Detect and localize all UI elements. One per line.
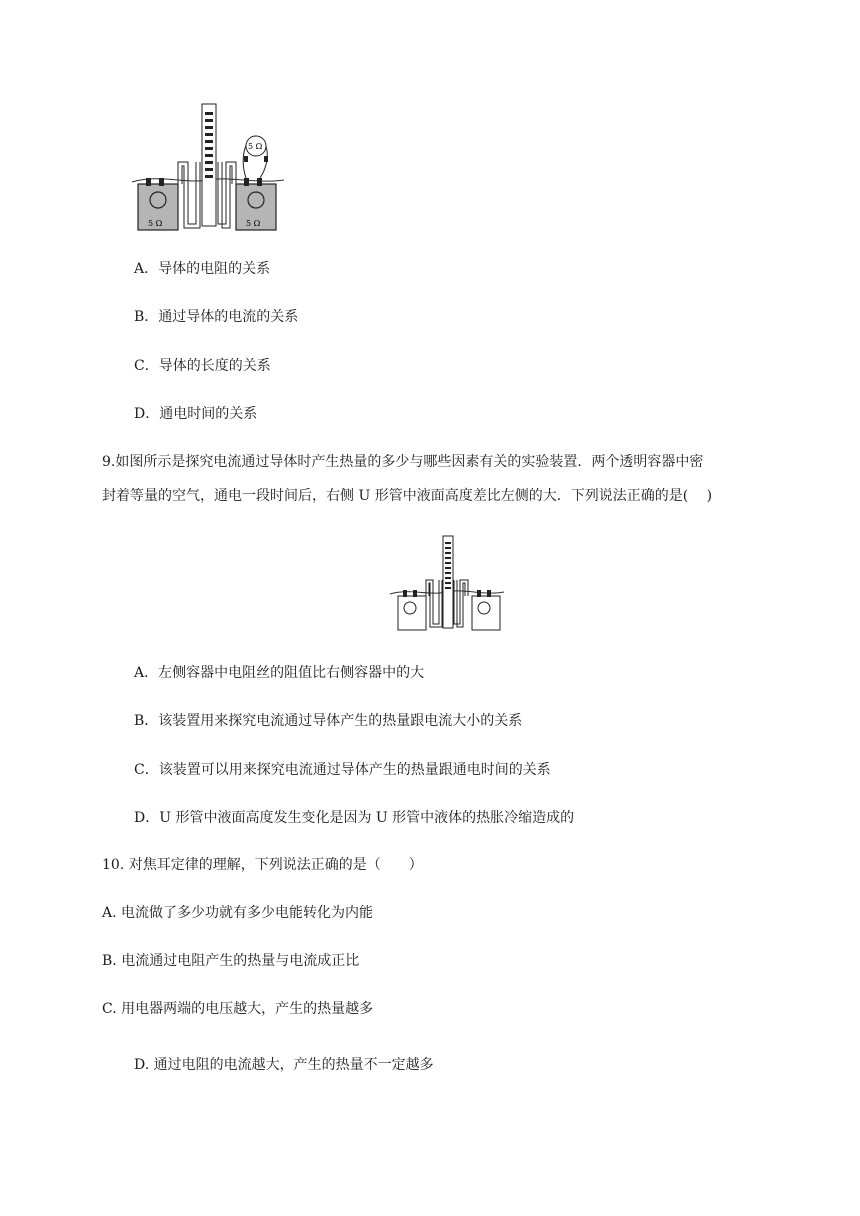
q8-apparatus-figure xyxy=(128,100,288,236)
right-resistor-label: 5 Ω xyxy=(246,219,261,228)
q9-stem-line2: 封着等量的空气，通电一段时间后，右侧 U 形管中液面高度差比左侧的大．下列说法正确的是( ) xyxy=(102,488,713,504)
q8-option-c: C．导体的长度的关系 xyxy=(134,358,271,374)
q8-option-d: D．通电时间的关系 xyxy=(134,406,258,422)
q9-option-a: A．左侧容器中电阻丝的阻值比右侧容器中的大 xyxy=(134,665,425,681)
external-resistor-label: 5 Ω xyxy=(248,142,263,151)
q8-option-b: B．通过导体的电流的关系 xyxy=(134,309,299,325)
q9-option-b: B．该装置用来探究电流通过导体产生的热量跟电流大小的关系 xyxy=(134,713,523,729)
q9-option-c: C．该装置可以用来探究电流通过导体产生的热量跟通电时间的关系 xyxy=(134,762,551,778)
left-resistor-label: 5 Ω xyxy=(148,219,163,228)
q10-option-a: A. 电流做了多少功就有多少电能转化为内能 xyxy=(102,905,374,921)
q10-option-d: D. 通过电阻的电流越大，产生的热量不一定越多 xyxy=(134,1057,434,1073)
q10-option-c: C. 用电器两端的电压越大，产生的热量越多 xyxy=(102,1001,374,1017)
q9-stem-line1: 9.如图所示是探究电流通过导体时产生热量的多少与哪些因素有关的实验装置．两个透明容器中密 xyxy=(102,454,704,470)
q9-apparatus-figure xyxy=(388,534,506,634)
q10-option-b: B. 电流通过电阻产生的热量与电流成正比 xyxy=(102,953,360,969)
q10-stem: 10. 对焦耳定律的理解，下列说法正确的是（ ） xyxy=(102,857,423,873)
q8-option-a: A．导体的电阻的关系 xyxy=(134,261,271,277)
q9-option-d: D．U 形管中液面高度发生变化是因为 U 形管中液体的热胀冷缩造成的 xyxy=(134,810,575,826)
